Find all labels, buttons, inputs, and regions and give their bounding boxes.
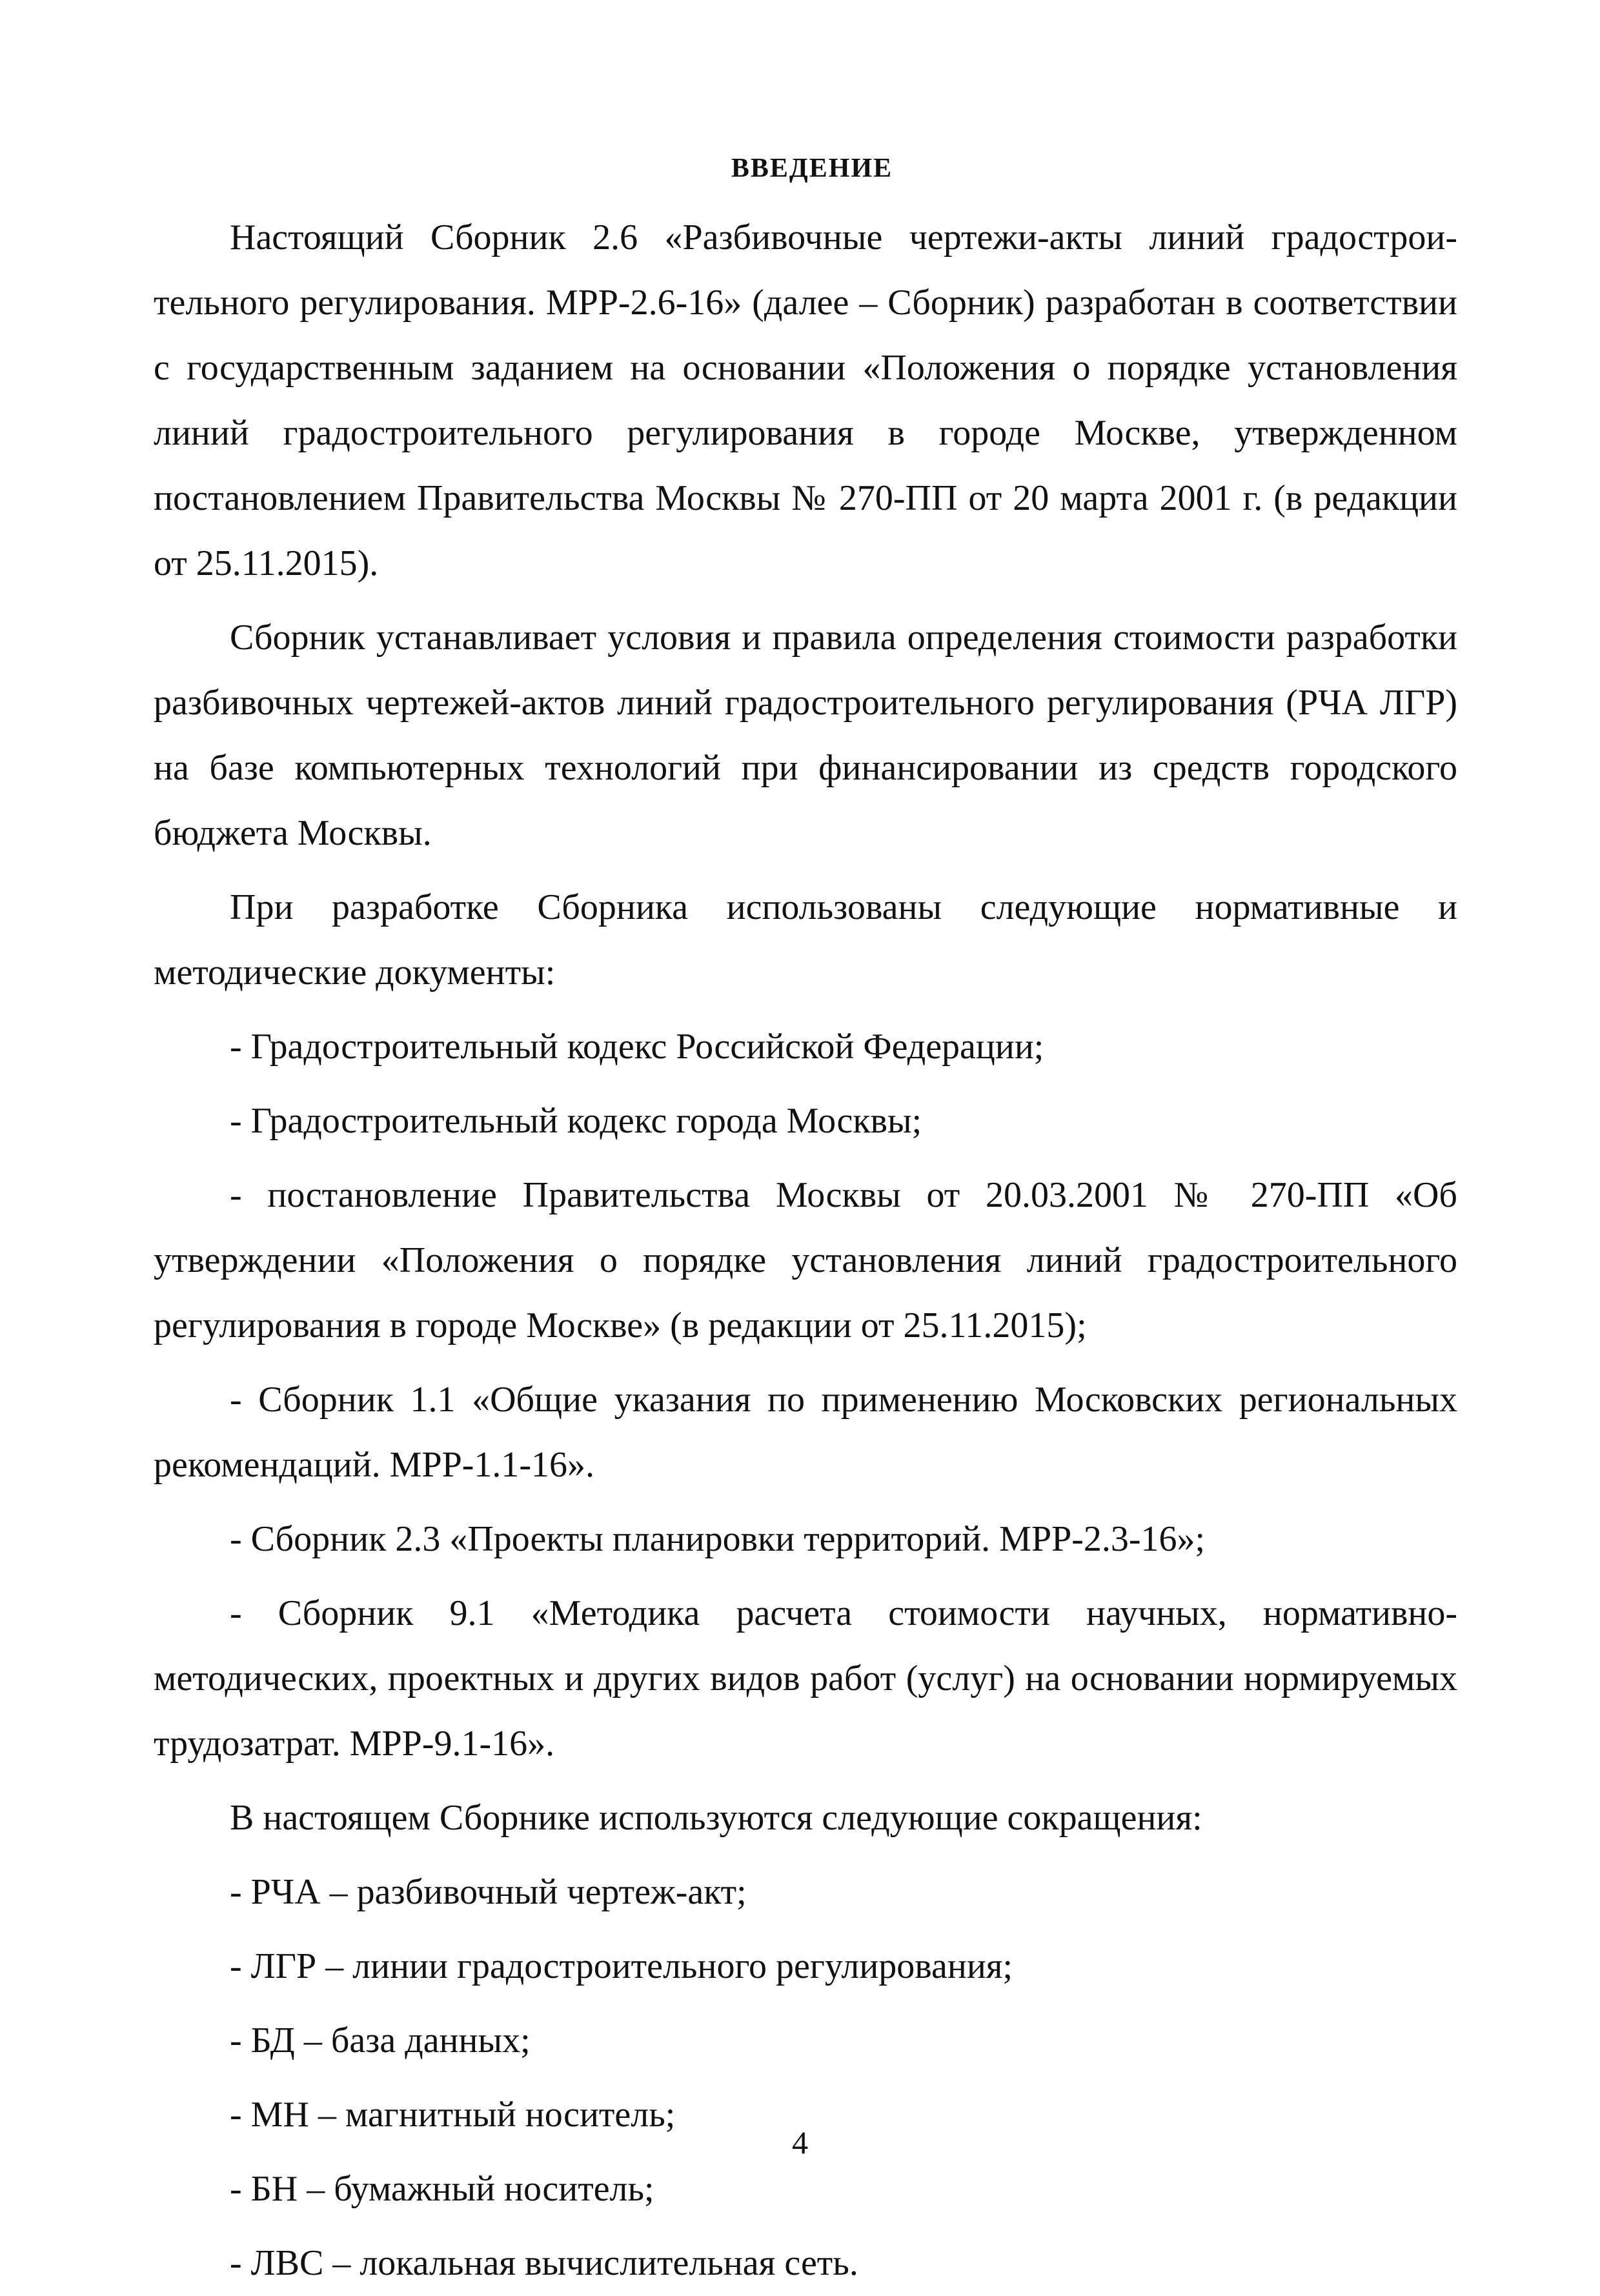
normative-documents-list — [154, 1014, 1457, 1777]
abbreviations-list — [154, 1860, 1457, 2296]
list-item: - Градостроительный кодекс города Москвы; — [230, 1101, 922, 1141]
list-item: - Сборник 1.1 «Общие указания по применению Московских региональных рекомендаций. МРР-1.1-16». — [154, 1380, 1457, 1485]
intro-paragraph-3: При разработке Сборника использованы следующие нормативные и методические документы: — [154, 887, 1457, 992]
intro-paragraph-2: Сборник устанавливает условия и правила определения стоимости разработки разбивочных чертежей-актов линий градостроительного регулирования (РЧА ЛГР) на базе компьютерных технологий при финансировании из средств городского бюджета Москвы. — [154, 618, 1457, 853]
page-number: 4 — [792, 2124, 808, 2160]
list-item: - БД – база данных; — [230, 2020, 531, 2060]
document-body — [154, 147, 1457, 2296]
list-item: - БН – бумажный носитель; — [230, 2169, 654, 2209]
list-item: - ЛВС – локальная вычислительная сеть. — [230, 2243, 858, 2283]
list-item: - Сборник 2.3 «Проекты планировки территорий. МРР-2.3-16»; — [230, 1519, 1206, 1559]
list-item: - Сборник 9.1 «Методика расчета стоимости научных, нормативно-методических, проектных и других видов работ (услуг) на основании нормируемых трудозатрат. МРР-9.1-16». — [154, 1593, 1457, 1764]
abbreviations-intro: В настоящем Сборнике используются следующие сокращения: — [230, 1798, 1202, 1838]
list-item: - ЛГР – линии градостроительного регулирования; — [230, 1946, 1013, 1986]
section-title: ВВЕДЕНИЕ — [731, 154, 893, 183]
list-item: - Градостроительный кодекс Российской Федерации; — [230, 1027, 1044, 1067]
list-item: - постановление Правительства Москвы от 20.03.2001 № 270-ПП «Об утверждении «Положения о порядке установления линий градостроительного регулирования в городе Москве» (в редакции от 25.11.2015); — [154, 1175, 1457, 1345]
intro-paragraph-1: Настоящий Сборник 2.6 «Разбивочные чертежи-акты линий градостроительного регулирования. МРР-2.6-16» (далее – Сборник) разработан в соответствии с государственным заданием на основании «Положения о порядке установления линий градостроительного регулирования в городе Москве, утвержденном постановлением Правительства Москвы № 270-ПП от 20 марта 2001 г. (в редакции от 25.11.2015). — [154, 217, 1457, 583]
list-item: - МН – магнитный носитель; — [230, 2095, 676, 2135]
list-item: - РЧА – разбивочный чертеж-акт; — [230, 1872, 747, 1912]
